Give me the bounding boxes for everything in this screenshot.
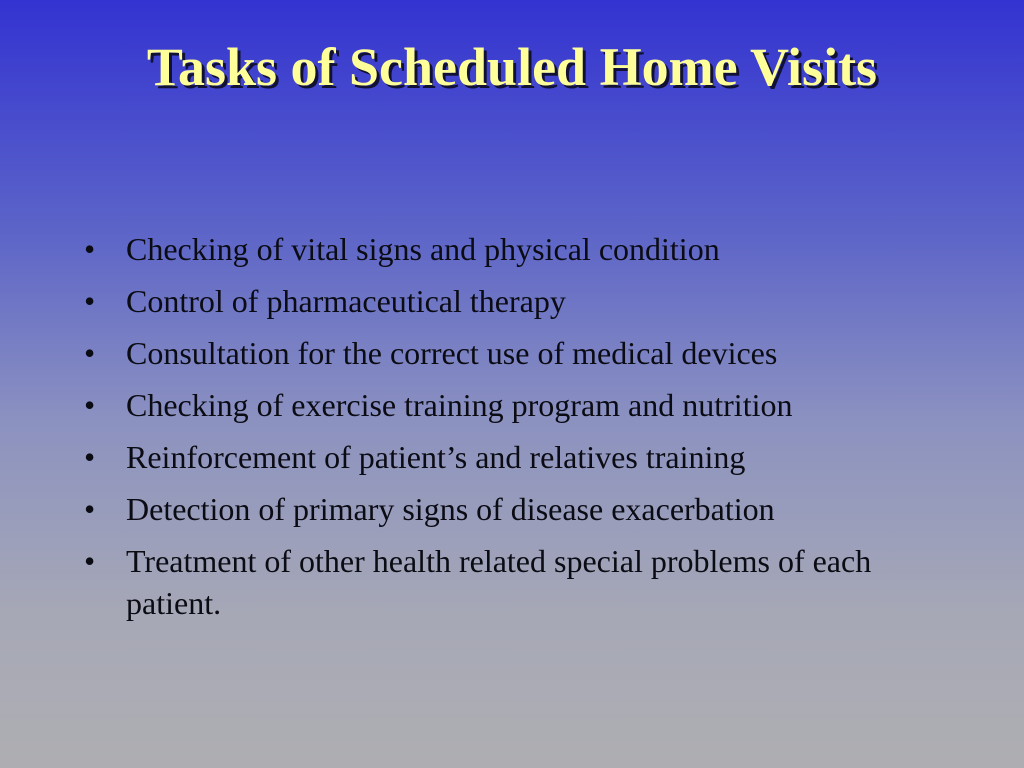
bullet-item	[0, 488, 1024, 530]
bullet-item	[0, 540, 1024, 624]
bullet-dot-icon: •	[84, 491, 96, 527]
bullet-item	[0, 384, 1024, 426]
bullet-text: Checking of vital signs and physical condition	[126, 231, 720, 267]
bullet-dot-icon: •	[84, 231, 96, 267]
bullet-item	[0, 332, 1024, 374]
bullet-text: Reinforcement of patient’s and relatives training	[126, 439, 746, 475]
bullet-text: Treatment of other health related special problems of each patient.	[126, 543, 872, 621]
bullet-item	[0, 280, 1024, 322]
bullet-dot-icon: •	[84, 543, 96, 579]
bullet-text: Checking of exercise training program and nutrition	[126, 387, 793, 423]
bullet-dot-icon: •	[84, 335, 96, 371]
slide-title: Tasks of Scheduled Home Visits	[146, 37, 878, 97]
bullet-text: Detection of primary signs of disease exacerbation	[126, 491, 775, 527]
bullet-dot-icon: •	[84, 387, 96, 423]
bullet-item	[0, 228, 1024, 270]
bullet-list	[0, 228, 1024, 634]
bullet-dot-icon: •	[84, 439, 96, 475]
bullet-item	[0, 436, 1024, 478]
bullet-dot-icon: •	[84, 283, 96, 319]
bullet-text: Control of pharmaceutical therapy	[126, 283, 566, 319]
bullet-text: Consultation for the correct use of medical devices	[126, 335, 778, 371]
